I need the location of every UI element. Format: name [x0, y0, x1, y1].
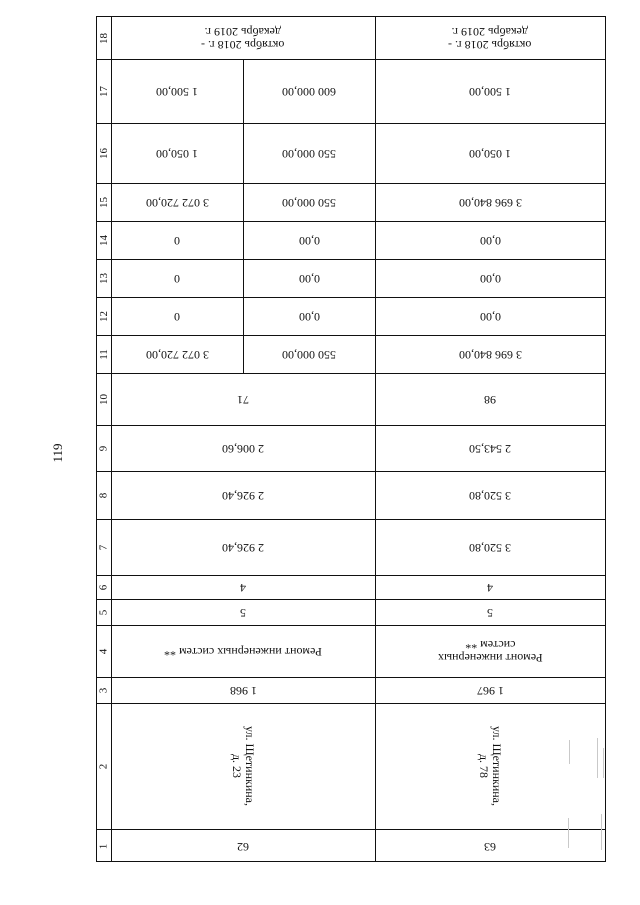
- entrances: 4: [240, 580, 246, 595]
- period: октябрь 2018 г. - декабрь 2019 г.: [448, 25, 532, 52]
- data-table: [96, 16, 606, 862]
- column-number: 6: [97, 584, 110, 590]
- fund-regional: 0: [174, 271, 180, 286]
- fund-regional: 0,00: [479, 271, 501, 286]
- fund-regional-sub: 0,00: [298, 271, 320, 286]
- fund-local: 0,00: [479, 233, 501, 248]
- unit-cost: 1 050,00: [469, 146, 511, 161]
- column-number: 1: [97, 843, 110, 849]
- scan-artifact-line: [597, 738, 598, 778]
- fund-local-sub: 0,00: [298, 233, 320, 248]
- fund-owners: 3 696 840,00: [458, 195, 522, 210]
- fund-local: 0: [174, 233, 180, 248]
- floors: 5: [240, 605, 246, 620]
- premises-area: 2 926,40: [222, 488, 264, 503]
- column-number: 15: [97, 196, 110, 208]
- column-number: 4: [97, 648, 110, 654]
- column-number: 12: [97, 310, 110, 322]
- address: ул. Щетинкина, д. 78: [476, 726, 504, 806]
- address: ул. Щетинкина, д. 23: [229, 726, 257, 806]
- scan-artifact-line: [603, 748, 604, 778]
- column-number: 14: [97, 234, 110, 246]
- fund-federal: 0,00: [479, 309, 501, 324]
- column-number: 16: [97, 147, 110, 159]
- scan-artifact-line: [601, 814, 602, 850]
- entrances: 4: [487, 580, 493, 595]
- fund-federal: 0: [174, 309, 180, 324]
- column-number: 18: [97, 32, 110, 44]
- year-built: 1 967: [476, 683, 504, 698]
- period: октябрь 2018 г. - декабрь 2019 г.: [201, 25, 285, 52]
- total-area: 2 926,40: [222, 540, 264, 555]
- max-unit-cost-sub: 600 000,00: [282, 84, 336, 99]
- column-number: 9: [97, 445, 110, 451]
- page-number: 119: [50, 443, 65, 463]
- year-built: 1 968: [229, 683, 257, 698]
- scan-artifact-line: [568, 818, 569, 848]
- fund-owners: 3 072 720,00: [145, 195, 209, 210]
- residents: 71: [237, 392, 249, 407]
- column-number: 7: [97, 544, 110, 550]
- residential-area: 2 006,60: [222, 441, 264, 456]
- cost-total: 3 696 840,00: [458, 347, 522, 362]
- cost-total: 3 072 720,00: [145, 347, 209, 362]
- max-unit-cost: 1 500,00: [156, 84, 198, 99]
- fund-federal-sub: 0,00: [298, 309, 320, 324]
- residents: 98: [484, 392, 496, 407]
- column-number: 5: [97, 609, 110, 615]
- column-number: 11: [97, 348, 110, 360]
- floors: 5: [487, 605, 493, 620]
- cost-total-sub: 550 000,00: [282, 347, 336, 362]
- scan-artifact-line: [569, 740, 570, 764]
- fund-owners-sub: 550 000,00: [282, 195, 336, 210]
- residential-area: 2 543,50: [469, 441, 511, 456]
- column-number: 3: [97, 687, 110, 693]
- work-type: Ремонт инженерных систем **: [437, 638, 543, 665]
- total-area: 3 520,80: [469, 540, 511, 555]
- unit-cost: 1 050,00: [156, 146, 198, 161]
- column-number: 8: [97, 492, 110, 498]
- column-number: 10: [97, 393, 110, 405]
- row-number: 63: [484, 839, 496, 854]
- max-unit-cost: 1 500,00: [469, 84, 511, 99]
- unit-cost-sub: 550 000,00: [282, 146, 336, 161]
- column-number: 13: [97, 272, 110, 284]
- work-type: Ремонт инженерных систем **: [164, 644, 322, 659]
- column-number: 17: [97, 85, 110, 97]
- scan-artifact: [567, 738, 605, 854]
- premises-area: 3 520,80: [469, 488, 511, 503]
- row-number: 62: [237, 839, 249, 854]
- column-number: 2: [97, 763, 110, 769]
